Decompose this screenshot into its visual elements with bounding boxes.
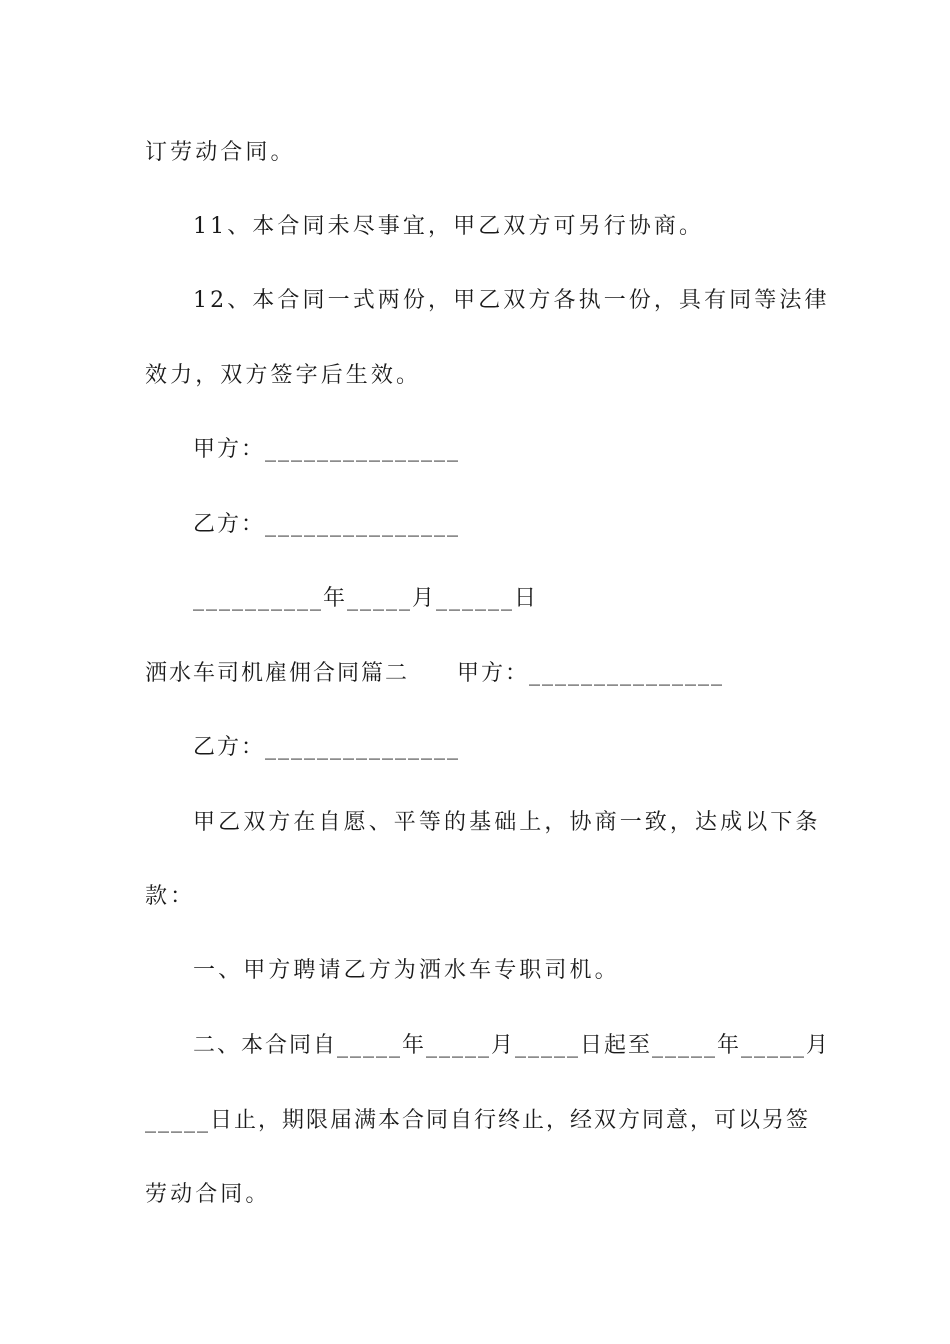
signature-line-party-a: 甲方：_______________ <box>193 437 461 462</box>
text-line: 劳动合同。 <box>145 1182 271 1207</box>
text-line: 订劳动合同。 <box>145 140 296 165</box>
section-heading: 洒水车司机雇佣合同篇二 甲方：_______________ <box>145 661 725 686</box>
text-line: 款： <box>145 884 196 909</box>
signature-line-party-b: 乙方：_______________ <box>193 735 461 760</box>
text-line: 11、本合同未尽事宜，甲乙双方可另行协商。 <box>193 214 705 239</box>
date-line: __________年_____月______日 <box>193 586 539 611</box>
text-line: 效力，双方签字后生效。 <box>145 363 422 388</box>
text-line: 12、本合同一式两份，甲乙双方各执一份，具有同等法律 <box>193 288 830 313</box>
text-line: 一、甲方聘请乙方为洒水车专职司机。 <box>193 958 620 983</box>
text-line: _____日止，期限届满本合同自行终止，经双方同意，可以另签 <box>145 1108 811 1133</box>
text-line: 甲乙双方在自愿、平等的基础上，协商一致，达成以下条 <box>193 810 821 835</box>
text-line: 二、本合同自_____年_____月_____日起至_____年_____月 <box>193 1033 831 1058</box>
signature-line-party-b: 乙方：_______________ <box>193 512 461 537</box>
